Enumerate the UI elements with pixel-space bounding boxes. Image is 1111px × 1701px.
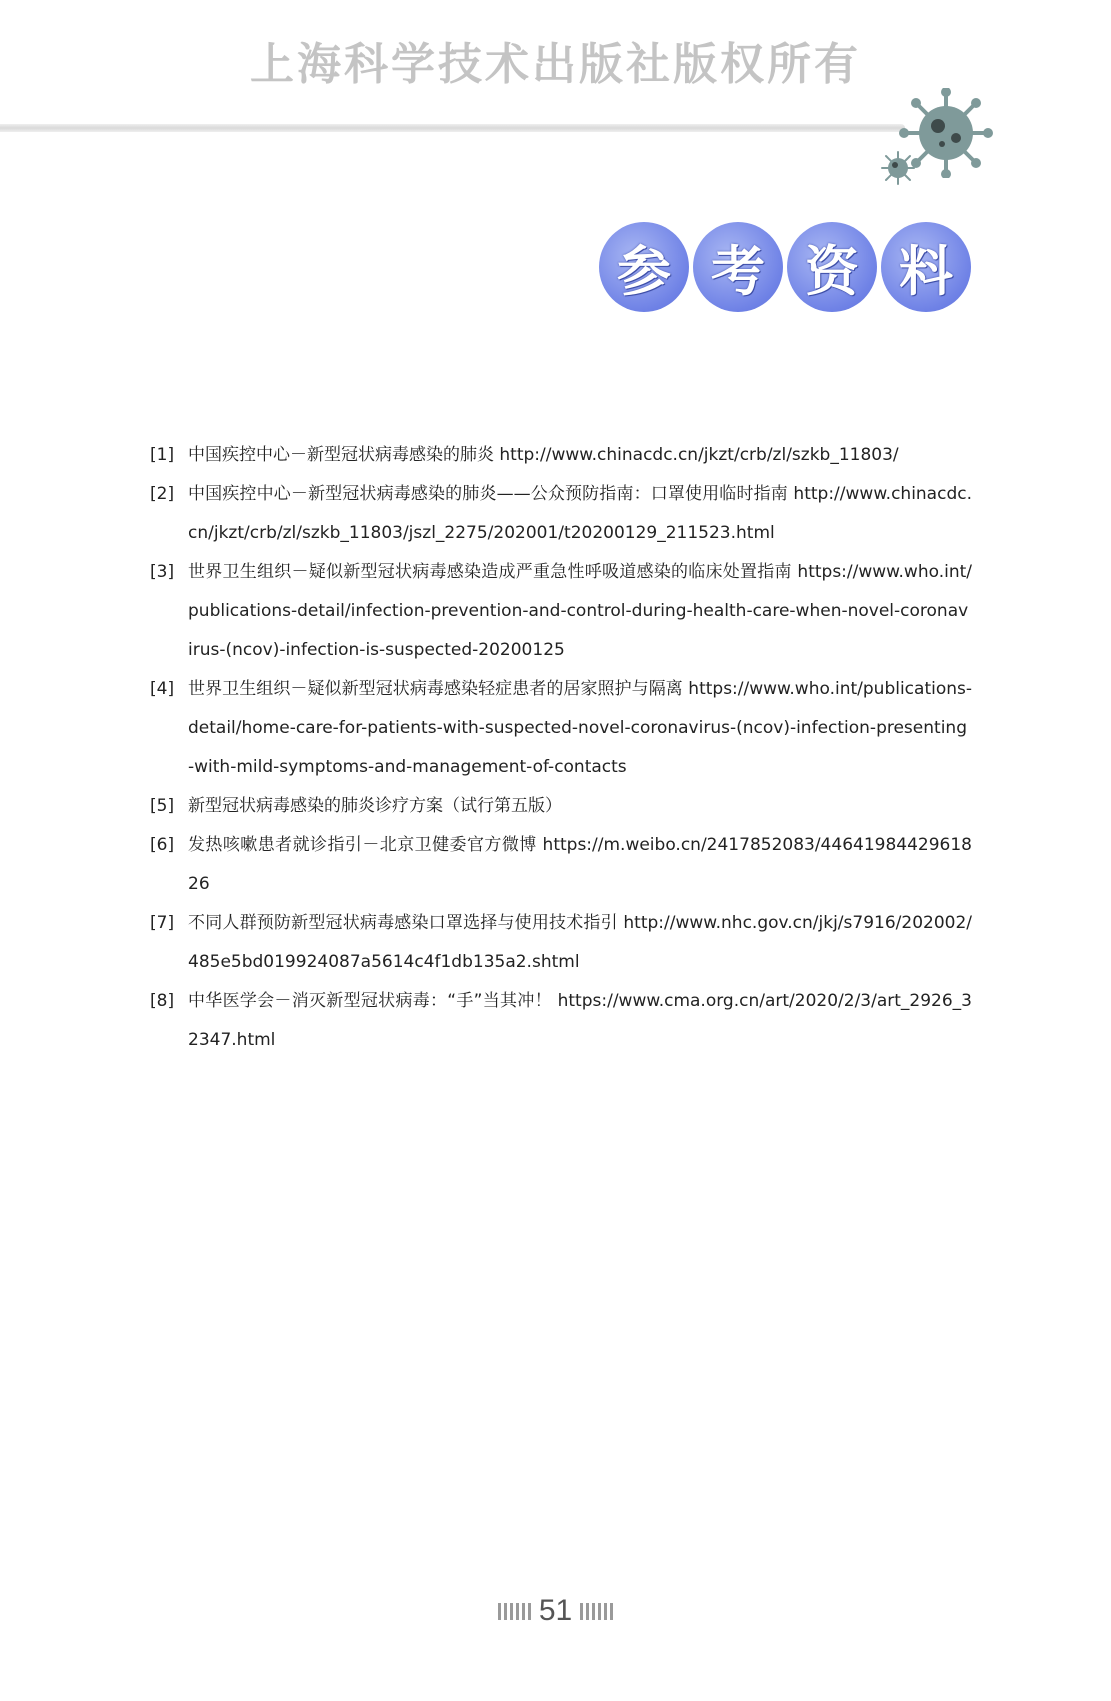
title-char: 资: [787, 222, 877, 312]
reference-item: [150, 982, 972, 1060]
page-title: [599, 222, 971, 312]
reference-number: [2]: [150, 484, 175, 504]
reference-text: 世界卫生组织－疑似新型冠状病毒感染轻症患者的居家照护与隔离 https://www.who.int/publications-detail/home-care-for-patients-with-suspected-novel-coronavirus-(ncov)-infection-presenting-with-mild-symptoms-and-management-of-contacts: [188, 679, 972, 777]
title-char: 考: [693, 222, 783, 312]
reference-text: 世界卫生组织－疑似新型冠状病毒感染造成严重急性呼吸道感染的临床处置指南 https://www.who.int/publications-detail/infection-prevention-and-control-during-health-care-when-novel-coronavirus-(ncov)-infection-is-suspected-20200125: [188, 562, 972, 660]
footer-decoration-left: [498, 1603, 531, 1620]
reference-item: [150, 904, 972, 982]
reference-text: 新型冠状病毒感染的肺炎诊疗方案（试行第五版）: [188, 796, 562, 816]
reference-number: [6]: [150, 835, 175, 855]
reference-text: 中国疾控中心－新型冠状病毒感染的肺炎——公众预防指南：口罩使用临时指南 http://www.chinacdc.cn/jkzt/crb/zl/szkb_11803/jszl_2275/202001/t20200129_211523.html: [188, 484, 972, 543]
reference-item: [150, 787, 972, 826]
title-char: 料: [881, 222, 971, 312]
reference-text: 中华医学会－消灭新型冠状病毒：“手”当其冲！ https://www.cma.org.cn/art/2020/2/3/art_2926_32347.html: [188, 991, 972, 1050]
footer-decoration-right: [580, 1603, 613, 1620]
header-rule: [0, 124, 905, 132]
reference-item: [150, 826, 972, 904]
reference-text: 发热咳嗽患者就诊指引－北京卫健委官方微博 https://m.weibo.cn/2417852083/4464198442961826: [188, 835, 972, 894]
small-virus-icon: [880, 150, 916, 186]
reference-item: [150, 553, 972, 670]
reference-number: [5]: [150, 796, 175, 816]
reference-number: [7]: [150, 913, 175, 933]
page-number: 51: [538, 1594, 573, 1627]
reference-number: [3]: [150, 562, 175, 582]
title-char: 参: [599, 222, 689, 312]
reference-item: [150, 475, 972, 553]
reference-list: [150, 436, 972, 1060]
reference-text: 中国疾控中心－新型冠状病毒感染的肺炎 http://www.chinacdc.cn/jkzt/crb/zl/szkb_11803/: [188, 445, 899, 465]
reference-number: [1]: [150, 445, 175, 465]
reference-item: [150, 436, 972, 475]
page-footer: [0, 1594, 1111, 1628]
reference-text: 不同人群预防新型冠状病毒感染口罩选择与使用技术指引 http://www.nhc.gov.cn/jkj/s7916/202002/485e5bd019924087a5614c4f1db135a2.shtml: [188, 913, 972, 972]
reference-number: [8]: [150, 991, 175, 1011]
reference-number: [4]: [150, 679, 175, 699]
reference-item: [150, 670, 972, 787]
watermark-text: 上海科学技术出版社版权所有: [250, 39, 861, 90]
